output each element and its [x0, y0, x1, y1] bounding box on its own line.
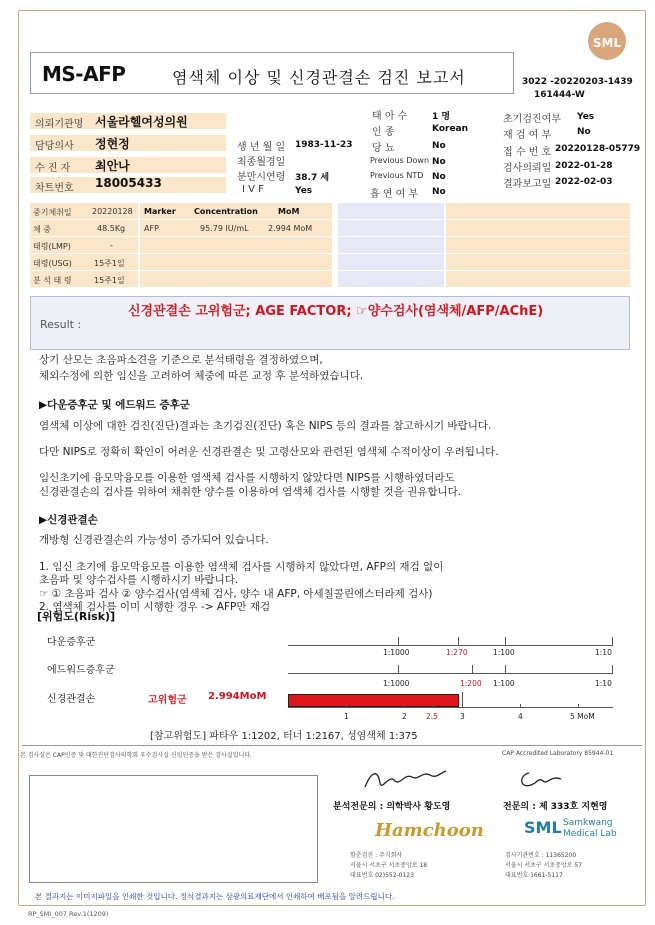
- chart-label: 차트번호: [35, 183, 74, 194]
- result-label: Result :: [40, 318, 82, 331]
- print-notice: 본 결과지는 이미지파일을 인쇄한 것입니다. 정식결과지는 삼광의료재단에서 인쇄하여 배포됨을 알려드립니다.: [35, 892, 395, 901]
- lab1-addr2: 서울시 서초구 서초중앙로 18: [350, 862, 428, 869]
- weigh-date-value: 20220128: [92, 207, 133, 216]
- ntd-tick-3: 2.5: [426, 712, 438, 721]
- comment-p6c: ☞ ① 초음파 검사 ② 양수검사(염색체 검사, 양수 내 AFP, 아세칠콜린에스터라제 검사): [39, 588, 433, 600]
- signer-1: 분석전문의 : 의학박사 황도영: [333, 802, 451, 812]
- request-date-label: 검사의뢰일: [503, 163, 552, 174]
- lab1-addr1: 함춘검진 : 주식회사: [350, 852, 403, 859]
- mom-header: MoM: [278, 207, 300, 216]
- comment-p6a: 1. 임신 초기에 융모막융모를 이용한 염색체 검사를 시행하지 않았다면, AFP의 재검 없이: [39, 561, 444, 573]
- blank-peach-bg: [446, 203, 630, 287]
- smoking-value: No: [432, 187, 446, 197]
- ntd-mom: 2.994MoM: [208, 691, 267, 702]
- ga-analysis-label: 분 석 태 령: [33, 276, 72, 285]
- down-tick-4: 1:10: [595, 648, 612, 657]
- edwards-tick-1: 1:1000: [383, 679, 410, 688]
- result-text: 신경관결손 고위험군; AGE FACTOR; ☞양수검사(염색체/AFP/AChE): [128, 304, 544, 319]
- diabetes-label: 당 뇨: [372, 143, 395, 154]
- ntd-tick-6: 5 MoM: [570, 712, 595, 721]
- chart-value: 18005433: [95, 176, 162, 190]
- comment-p6b: 초음파 및 양수검사를 시행하시기 바랍니다.: [39, 574, 239, 586]
- lab2-addr3: 대표번호 1661-5117: [505, 872, 563, 879]
- ntd-scale-line: [288, 707, 613, 708]
- marker-header: Marker: [144, 207, 176, 216]
- ntd-tick-2: 2: [402, 712, 407, 721]
- fetus-value: 1 명: [432, 112, 451, 122]
- receipt-value: 20220128-05779: [555, 144, 641, 154]
- examinee-label: 수 진 자: [35, 163, 71, 174]
- signer-2: 전문의 : 제 333호 지현영: [503, 802, 608, 812]
- comment-p2: 염색체 이상에 대한 검진(진단)결과는 초기검진(진단) 혹은 NIPS 등의 결과를 참고하시기 바랍니다.: [39, 420, 492, 432]
- divider: [22, 745, 642, 746]
- comment-p5: 개방형 신경관결손의 가능성이 증가되어 있습니다.: [39, 534, 269, 546]
- lab1-addr3: 대표번호 02)552-0123: [350, 872, 414, 879]
- ivf-value: Yes: [295, 186, 313, 196]
- request-date-value: 2022-01-28: [555, 161, 613, 171]
- doctor-label: 담당의사: [35, 141, 74, 152]
- edwards-tick-3: 1:100: [493, 679, 515, 688]
- institution-value: 서울라헬여성의원: [95, 115, 188, 129]
- birth-value: 1983-11-23: [295, 140, 353, 150]
- form-code: RP_SMI_007 Rev.1(1209): [28, 910, 109, 918]
- diabetes-value: No: [432, 141, 446, 151]
- ga-lmp-label: 태령(LMP): [33, 242, 71, 251]
- reference-risk: [참고위험도] 파타우 1:1202, 터너 1:2167, 성염색체 1:375: [150, 731, 418, 742]
- age-label: 분만시연령: [237, 172, 286, 183]
- comment-p3: 다만 NIPS로 정확히 확인이 어려운 신경관결손 및 고령산모와 관련된 염색체 수적이상이 우려됩니다.: [39, 446, 499, 458]
- cert-left: 본 검사실은 CAP인증 및 대한진단검사의학회 우수검사실 신임인증을 받은 검사실입니다.: [20, 752, 252, 759]
- ntd-tick-4: 3: [460, 712, 465, 721]
- ivf-label: I V F: [242, 184, 264, 195]
- examinee-value: 최안나: [95, 159, 130, 173]
- institution-label: 의뢰기관명: [35, 119, 84, 130]
- weigh-date-label: 중기체취일: [33, 208, 72, 217]
- doc-number-line1: 3022 -20220203-1439: [522, 77, 633, 87]
- doc-code: MS-AFP: [42, 62, 126, 86]
- ntd-tick-5: 4: [518, 712, 523, 721]
- report-date-value: 2022-02-03: [555, 177, 613, 187]
- lab2-name: Samkwang Medical Lab: [563, 818, 617, 839]
- cert-right: CAP Accredited Laboratory 85944-01: [502, 750, 614, 757]
- lab2-addr1: 검사기관번호 : 11365200: [505, 852, 577, 859]
- comment-p1b: 체외수정에 의한 임신을 고려하여 체중에 따른 교정 후 분석하였습니다.: [39, 370, 364, 382]
- down-tick-1: 1:1000: [383, 648, 410, 657]
- ntd-tick-1: 1: [344, 712, 349, 721]
- age-value: 38.7 세: [295, 173, 330, 183]
- conc-header: Concentration: [194, 207, 258, 216]
- risk-title: [위험도(Risk)]: [37, 610, 116, 623]
- down-tick-2: 1:270: [446, 648, 468, 657]
- ga-lmp-value: -: [110, 241, 113, 250]
- report-date-label: 결과보고일: [503, 179, 552, 190]
- ga-analysis-value: 15주1일: [94, 276, 125, 285]
- first-value: Yes: [577, 112, 595, 122]
- sml-logo-icon: SML: [588, 22, 626, 60]
- race-value: Korean: [432, 124, 469, 134]
- comment-p6d: 2. 염색체 검사를 이미 시행한 경우 -> AFP만 재검: [39, 601, 271, 613]
- comment-p1a: 상기 산모는 초음파소견을 기준으로 분석태령을 결정하였으며,: [39, 354, 323, 366]
- note-box: [29, 775, 318, 883]
- sml-lab-logo-icon: SML: [524, 818, 562, 837]
- smoking-label: 흡 연 여 부: [370, 189, 419, 200]
- edwards-scale-line: [288, 673, 613, 674]
- signature-1-icon: [360, 765, 450, 795]
- doc-number-line2: 161444-W: [534, 90, 585, 100]
- retest-label: 재 검 여 부: [503, 130, 552, 141]
- section-heading-down: ▶다운증후군 및 에드워드 증후군: [39, 399, 190, 411]
- blank-lav-bg: [338, 203, 444, 287]
- weight-value: 48.5Kg: [97, 224, 126, 233]
- down-tick-3: 1:100: [493, 648, 515, 657]
- doctor-value: 정현정: [95, 137, 130, 151]
- first-label: 초기검진여부: [503, 114, 561, 125]
- birth-label: 생 년 월 일: [237, 142, 286, 153]
- comment-p4a: 임신초기에 융모막융모를 이용한 염색체 검사를 시행하지 않았다면 NIPS를 시행하였더라도: [39, 472, 455, 484]
- ga-usg-value: 15주1일: [94, 259, 125, 268]
- comment-p4b: 신경관결손의 검사를 위하여 채취한 양수를 이용하여 염색체 검사를 시행할 것을 권유합니다.: [39, 486, 462, 498]
- prev-down-value: No: [432, 157, 446, 167]
- down-label: 다운증후군: [47, 637, 96, 648]
- edwards-label: 에드워드증후군: [47, 665, 115, 676]
- edwards-tick-2: 1:200: [460, 679, 482, 688]
- prev-ntd-value: No: [432, 172, 446, 182]
- mom-value: 2.994 MoM: [268, 224, 313, 233]
- signature-2-icon: [515, 765, 565, 793]
- receipt-label: 접 수 번 호: [503, 147, 552, 158]
- ga-usg-label: 태령(USG): [33, 259, 72, 268]
- prev-ntd-label: Previous NTD: [370, 171, 424, 180]
- fetus-label: 태 아 수: [372, 111, 408, 122]
- retest-value: No: [577, 127, 591, 137]
- race-label: 인 종: [372, 127, 395, 138]
- ntd-label: 신경관결손: [47, 694, 96, 705]
- weight-label: 체 중: [33, 225, 51, 234]
- prev-down-label: Previous Down: [370, 156, 430, 165]
- lab2-addr2: 서울시 서초구 서초중앙로 57: [505, 862, 583, 869]
- section-heading-ntd: ▶신경관결손: [39, 514, 98, 526]
- edwards-tick-4: 1:10: [595, 679, 612, 688]
- lmp-label: 최종월경일: [237, 157, 286, 168]
- hamchoon-logo-icon: Hamchoon: [375, 820, 484, 841]
- down-scale-line: [288, 645, 613, 646]
- ntd-level: 고위험군: [148, 695, 187, 706]
- conc-value: 95.79 IU/mL: [200, 224, 249, 233]
- page-title: 염색체 이상 및 신경관결손 검진 보고서: [172, 68, 466, 87]
- marker-value: AFP: [144, 224, 159, 233]
